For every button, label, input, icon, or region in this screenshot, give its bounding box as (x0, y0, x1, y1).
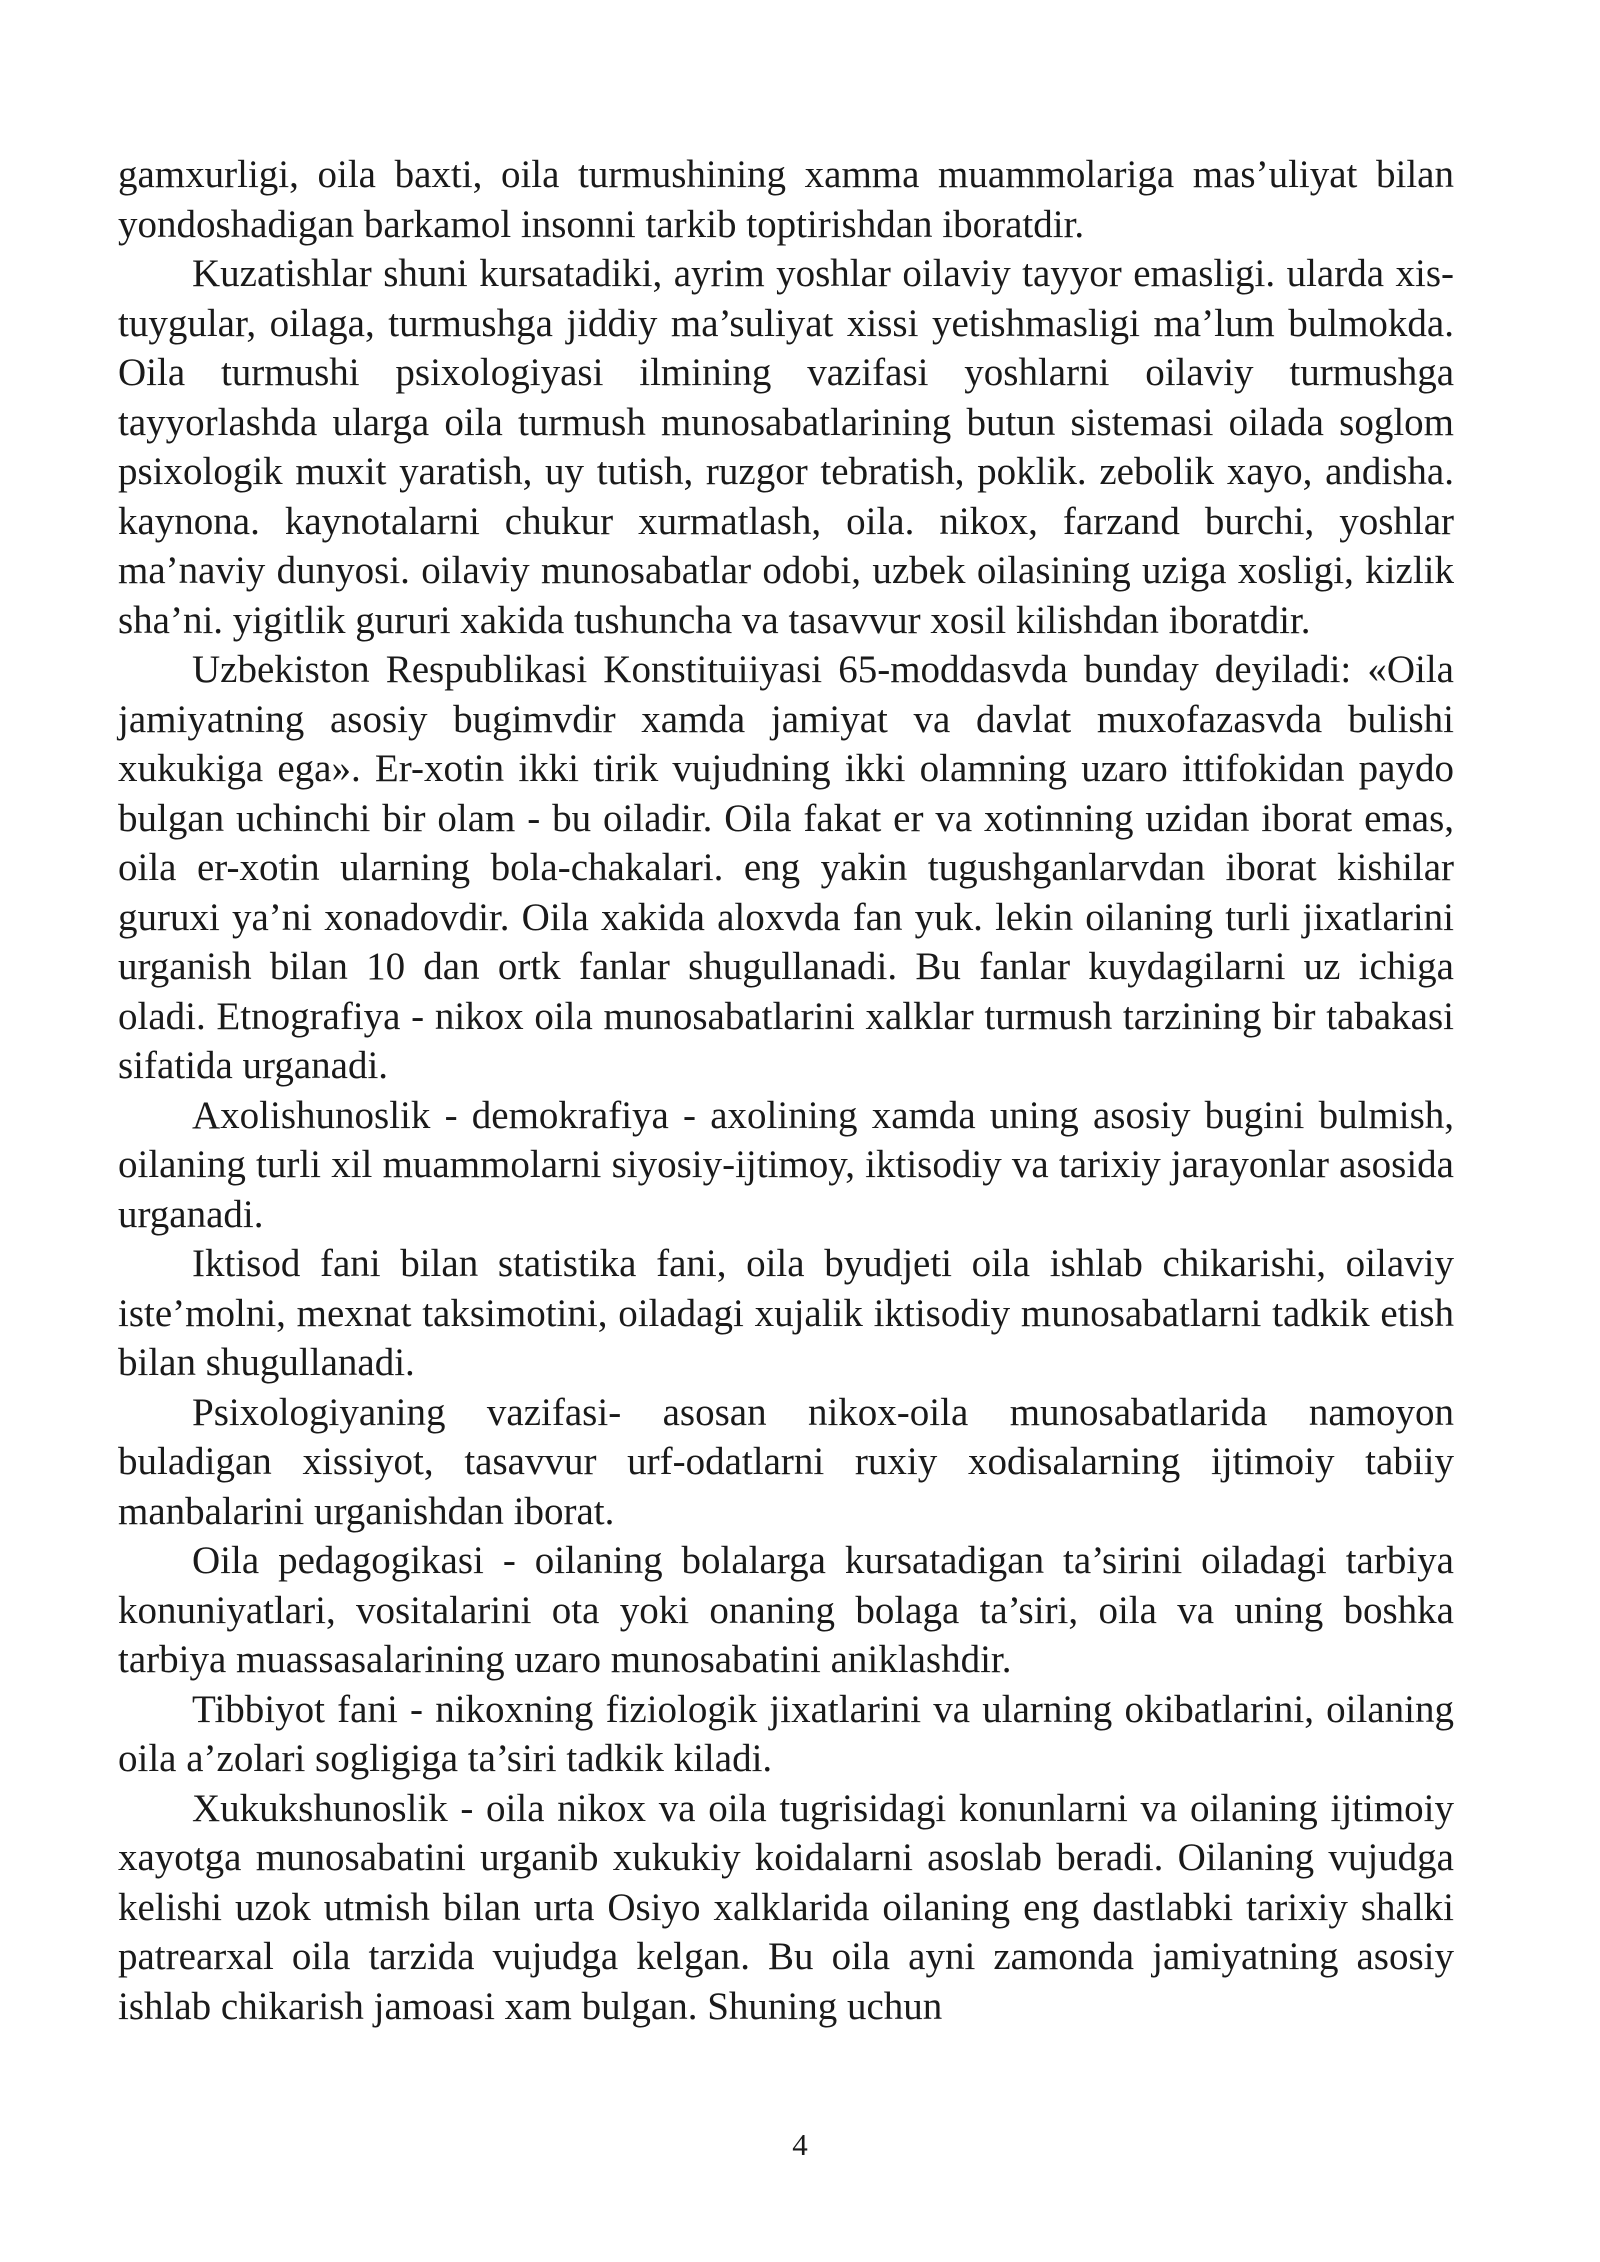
document-body (118, 150, 1454, 2031)
paragraph-demography: Axolishunoslik - demokrafiya - axolining xamda uning asosiy bugini bulmish, oilaning turli xil muammolarni siyosiy-ijtimoy, iktisodiy va tarixiy jarayonlar asosida urganadi. (118, 1093, 1454, 1236)
paragraph-psychology: Psixologiyaning vazifasi- asosan nikox-oila munosabatlarida namoyon buladigan xissiyot, tasavvur urf-odatlarni ruxiy xodisalarning ijtimoiy tabiiy manbalarini urganishdan iborat. (118, 1390, 1454, 1533)
paragraph-economics: Iktisod fani bilan statistika fani, oila byudjeti oila ishlab chikarishi, oilaviy iste’molni, mexnat taksimotini, oiladagi xujalik iktisodiy munosabatlarni tadkik etish bilan shugullanadi. (118, 1242, 1454, 1384)
paragraph-law: Xukukshunoslik - oila nikox va oila tugrisidagi konunlarni va oilaning ijtimoiy xayotga munosabatini urganib xukukiy koidalarni asoslab beradi. Oilaning vujudga kelishi uzok utmish bilan urta Osiyo xalklarida oilaning eng dastlabki tarixiy shalki patrearxal oila tarzida vujudga kelgan. Bu oila ayni zamonda jamiyatning asosiy ishlab chikarish jamoasi xam bulgan. Shuning uchun (118, 1786, 1454, 2028)
paragraph-pedagogy: Oila pedagogikasi - oilaning bolalarga kursatadigan ta’sirini oiladagi tarbiya konuniyatlari, vositalarini ota yoki onaning bolaga ta’siri, oila va uning boshka tarbiya muassasalarining uzaro munosabatini aniklashdir. (118, 1539, 1454, 1681)
paragraph-medicine: Tibbiyot fani - nikoxning fiziologik jixatlarini va ularning okibatlarini, oilaning oila a’zolari sogligiga ta’siri tadkik kiladi. (118, 1687, 1454, 1780)
paragraph-observations: Kuzatishlar shuni kursatadiki, ayrim yoshlar oilaviy tayyor emasligi. ularda xis-tuygular, oilaga, turmushga jiddiy ma’suliyat xissi yetishmasligi ma’lum bulmokda. Oila turmushi psixologiyasi ilmining vazifasi yoshlarni oilaviy turmushga tayyorlashda ularga oila turmush munosabatlarining butun sistemasi oilada soglom psixologik muxit yaratish, uy tutish, ruzgor tebratish, poklik. zebolik xayo, andisha. kaynona. kaynotalarni chukur xurmatlash, oila. nikox, farzand burchi, yoshlar ma’naviy dunyosi. oilaviy munosabatlar odobi, uzbek oilasining uziga xosligi, kizlik sha’ni. yigitlik gururi xakida tushuncha va tasavvur xosil kilishdan iboratdir. (118, 252, 1454, 642)
paragraph-continuation: gamxurligi, oila baxti, oila turmushining xamma muammolariga mas’uliyat bilan yondoshadigan barkamol insonni tarkib toptirishdan iboratdir. (118, 153, 1454, 246)
page-number: 4 (792, 2127, 808, 2162)
paragraph-constitution: Uzbekiston Respublikasi Konstituiiyasi 65-moddasvda bunday deyiladi: «Oila jamiyatning asosiy bugimvdir xamda jamiyat va davlat muxofazasvda bulishi xukukiga ega». Er-xotin ikki tirik vujudning ikki olamning uzaro ittifokidan paydo bulgan uchinchi bir olam - bu oiladir. Oila fakat er va xotinning uzidan iborat emas, oila er-xotin ularning bola-chakalari. eng yakin tugushganlarvdan iborat kishilar guruxi ya’ni xonadovdir. Oila xakida aloxvda fan yuk. lekin oilaning turli jixatlarini urganish bilan 10 dan ortk fanlar shugullanadi. Bu fanlar kuydagilarni uz ichiga oladi. Etnografiya - nikox oila munosabatlarini xalklar turmush tarzining bir tabakasi sifatida urganadi. (118, 648, 1454, 1087)
